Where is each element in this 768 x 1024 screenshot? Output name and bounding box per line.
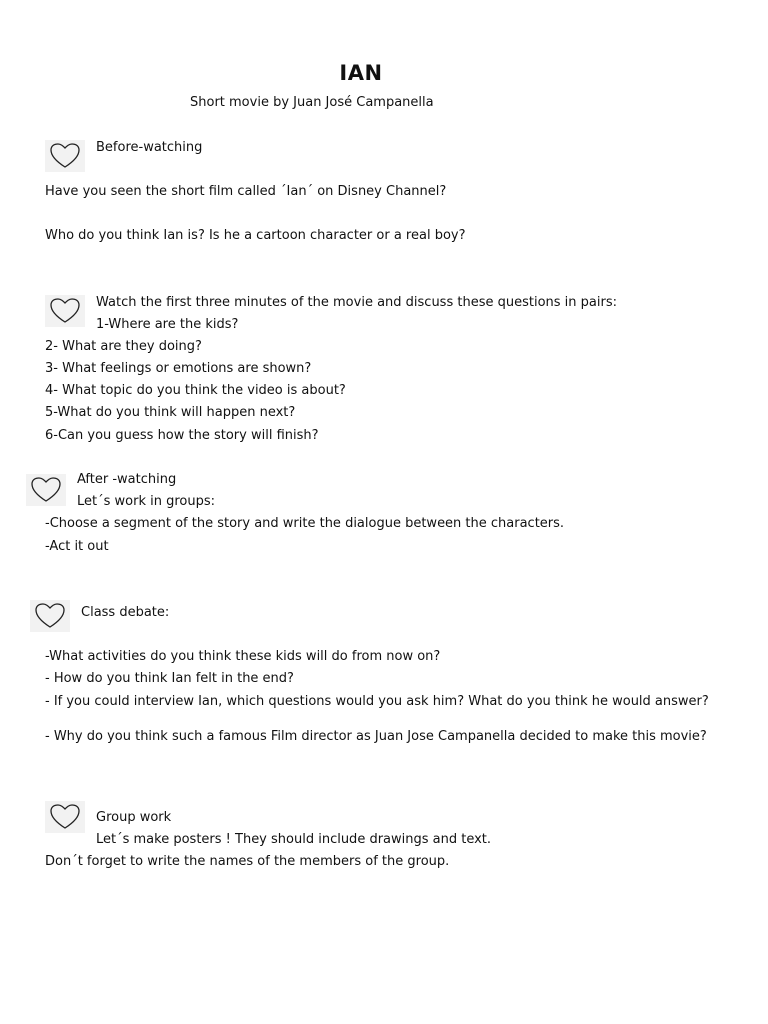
heart-icon: [45, 801, 85, 833]
group-line-names: Don´t forget to write the names of the members of the group.: [45, 854, 450, 869]
list-item: 5-What do you think will happen next?: [45, 405, 296, 420]
page-subtitle: Short movie by Juan José Campanella: [190, 95, 434, 110]
section-heading-group-work: Group work: [96, 810, 172, 825]
list-item: 1-Where are the kids?: [96, 317, 239, 332]
section-heading-before-watching: Before-watching: [96, 140, 203, 155]
question-who-is-ian: Who do you think Ian is? Is he a cartoon character or a real boy?: [45, 228, 466, 243]
after-line-act: -Act it out: [45, 539, 109, 554]
list-item: - If you could interview Ian, which questions would you ask him? What do you think he would answer?: [45, 694, 709, 709]
list-item: 2- What are they doing?: [45, 339, 202, 354]
heart-icon: [45, 140, 85, 172]
question-seen-film: Have you seen the short film called ´Ian´ on Disney Channel?: [45, 184, 447, 199]
page-title: IAN: [339, 61, 383, 85]
heart-icon: [30, 600, 70, 632]
list-item: 6-Can you guess how the story will finish?: [45, 428, 319, 443]
list-item: - Why do you think such a famous Film director as Juan Jose Campanella decided to make this movie?: [45, 729, 707, 744]
list-item: -What activities do you think these kids will do from now on?: [45, 649, 441, 664]
heart-icon: [26, 474, 66, 506]
list-item: 3- What feelings or emotions are shown?: [45, 361, 312, 376]
group-line-posters: Let´s make posters ! They should include drawings and text.: [96, 832, 492, 847]
after-line-segment: -Choose a segment of the story and write the dialogue between the characters.: [45, 516, 565, 531]
list-item: 4- What topic do you think the video is about?: [45, 383, 346, 398]
after-line-groups: Let´s work in groups:: [77, 494, 215, 509]
section-heading-watch: Watch the first three minutes of the movie and discuss these questions in pairs:: [96, 295, 617, 310]
section-heading-after-watching: After -watching: [77, 472, 177, 487]
list-item: - How do you think Ian felt in the end?: [45, 671, 294, 686]
heart-icon: [45, 295, 85, 327]
section-heading-class-debate: Class debate:: [81, 605, 170, 620]
